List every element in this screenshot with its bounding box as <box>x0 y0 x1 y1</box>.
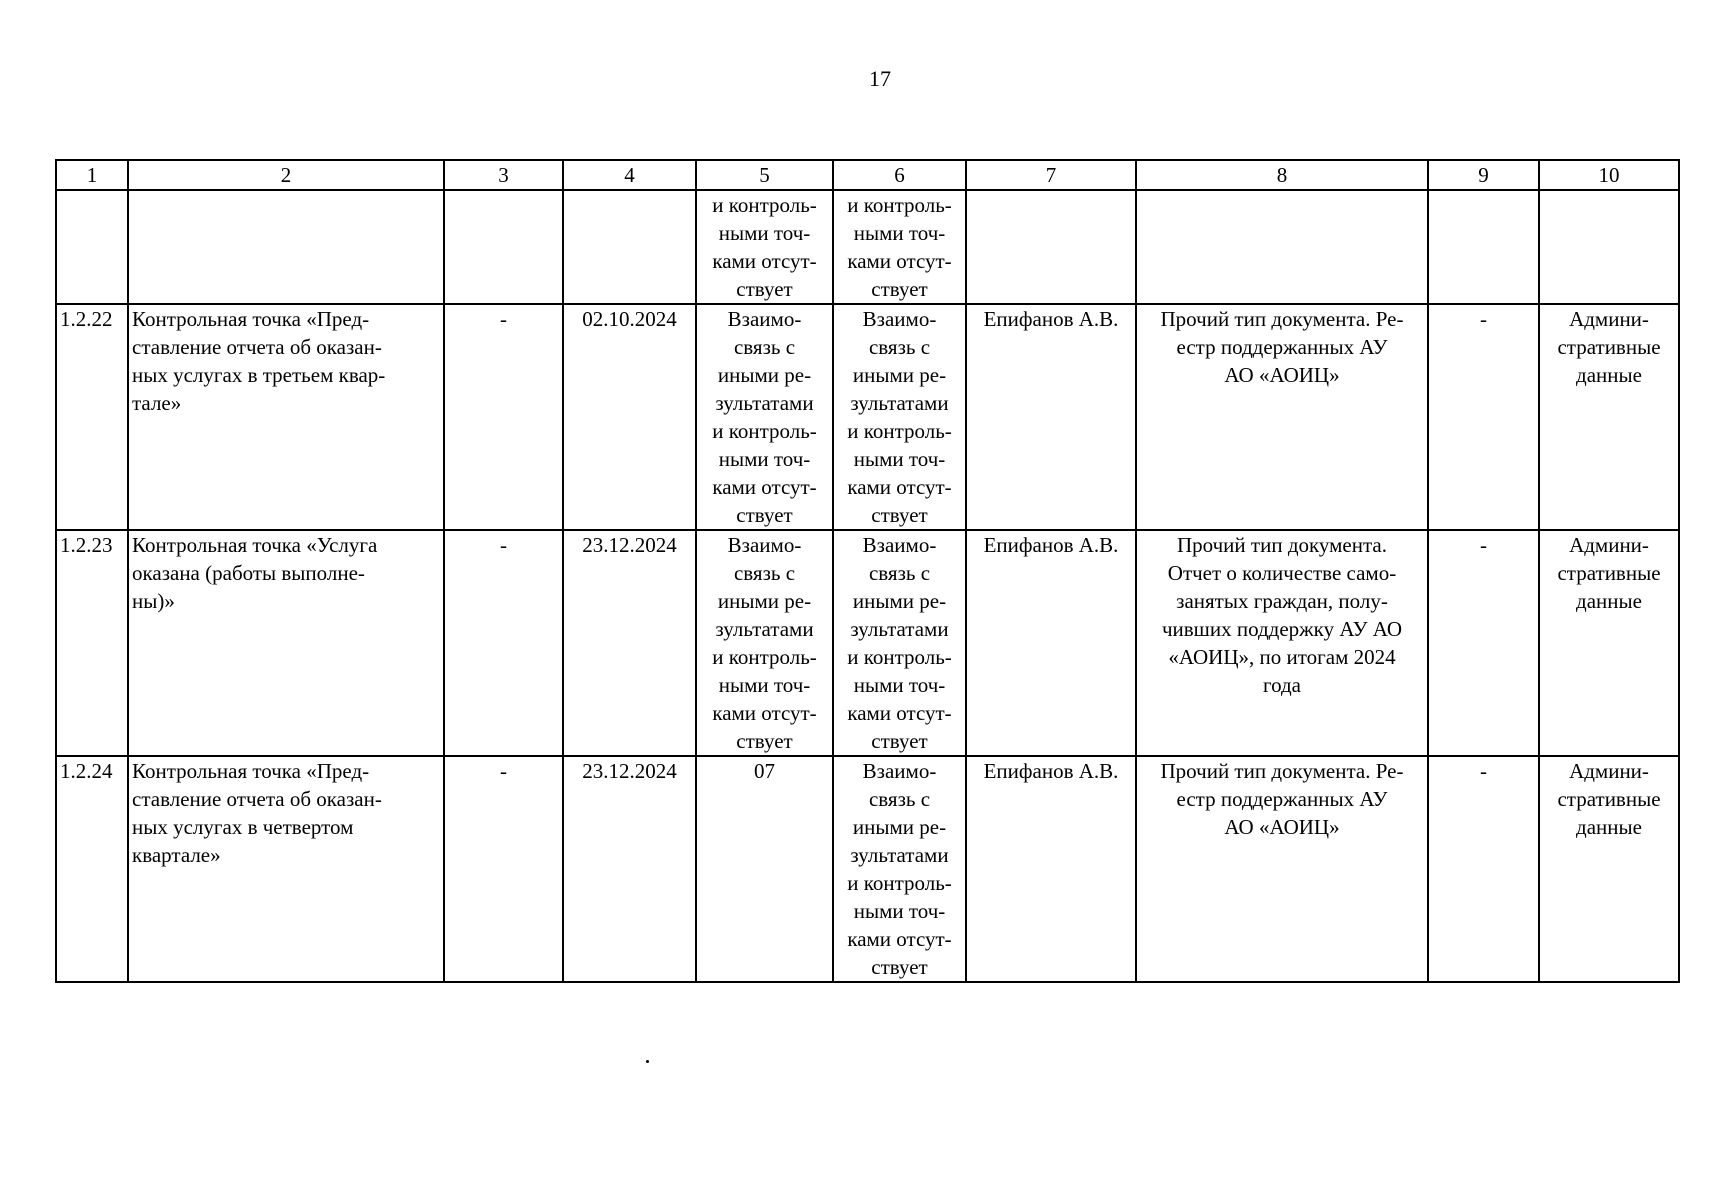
column-header: 8 <box>1136 160 1428 190</box>
relation-cell-6: Взаимо- связь с иными ре- зультатами и контроль- ными точ- ками отсут- ствует <box>833 304 966 530</box>
data-source: Админи- стративные данные <box>1539 530 1679 756</box>
relation-cell-6: Взаимо- связь с иными ре- зультатами и контроль- ными точ- ками отсут- ствует <box>833 756 966 982</box>
column-3-value <box>444 190 563 304</box>
scan-speck <box>646 1060 649 1063</box>
date-cell: 02.10.2024 <box>563 304 696 530</box>
responsible-person: Епифанов А.В. <box>966 304 1136 530</box>
table-row <box>56 530 1679 756</box>
date-cell: 23.12.2024 <box>563 756 696 982</box>
page-number: 17 <box>869 66 891 91</box>
relation-cell-6: и контроль- ными точ- ками отсут- ствует <box>833 190 966 304</box>
table-row <box>56 304 1679 530</box>
data-source <box>1539 190 1679 304</box>
table-row <box>56 756 1679 982</box>
column-9-value: - <box>1428 756 1539 982</box>
column-header: 3 <box>444 160 563 190</box>
column-3-value: - <box>444 304 563 530</box>
relation-cell-5: и контроль- ными точ- ками отсут- ствует <box>696 190 833 304</box>
column-9-value <box>1428 190 1539 304</box>
row-number: 1.2.24 <box>56 756 128 982</box>
responsible-person: Епифанов А.В. <box>966 756 1136 982</box>
column-header: 6 <box>833 160 966 190</box>
relation-cell-5: Взаимо- связь с иными ре- зультатами и контроль- ными точ- ками отсут- ствует <box>696 530 833 756</box>
control-point-name: Контрольная точка «Услуга оказана (работы выполне- ны)» <box>128 530 444 756</box>
control-point-name: Контрольная точка «Пред- ставление отчета об оказан- ных услугах в третьем квар- тале» <box>128 304 444 530</box>
document-type: Прочий тип документа. Ре- естр поддержанных АУ АО «АОИЦ» <box>1136 756 1428 982</box>
column-3-value: - <box>444 530 563 756</box>
control-point-name: Контрольная точка «Пред- ставление отчета об оказан- ных услугах в четвертом квартале» <box>128 756 444 982</box>
control-point-name <box>128 190 444 304</box>
date-cell <box>563 190 696 304</box>
table-row <box>56 190 1679 304</box>
table-header-row <box>56 160 1679 190</box>
data-source: Админи- стративные данные <box>1539 756 1679 982</box>
column-header: 1 <box>56 160 128 190</box>
responsible-person: Епифанов А.В. <box>966 530 1136 756</box>
relation-cell-5: Взаимо- связь с иными ре- зультатами и контроль- ными точ- ками отсут- ствует <box>696 304 833 530</box>
document-type <box>1136 190 1428 304</box>
column-header: 4 <box>563 160 696 190</box>
date-cell: 23.12.2024 <box>563 530 696 756</box>
document-type: Прочий тип документа. Ре- естр поддержанных АУ АО «АОИЦ» <box>1136 304 1428 530</box>
control-points-table <box>55 159 1680 983</box>
column-3-value: - <box>444 756 563 982</box>
column-header: 5 <box>696 160 833 190</box>
column-header: 2 <box>128 160 444 190</box>
row-number: 1.2.23 <box>56 530 128 756</box>
column-header: 7 <box>966 160 1136 190</box>
row-number <box>56 190 128 304</box>
relation-cell-5: 07 <box>696 756 833 982</box>
row-number: 1.2.22 <box>56 304 128 530</box>
responsible-person <box>966 190 1136 304</box>
document-type: Прочий тип документа. Отчет о количестве само- занятых граждан, полу- чивших поддержку АУ АО «АОИЦ», по итогам 2024 года <box>1136 530 1428 756</box>
column-9-value: - <box>1428 304 1539 530</box>
column-header: 9 <box>1428 160 1539 190</box>
column-header: 10 <box>1539 160 1679 190</box>
column-9-value: - <box>1428 530 1539 756</box>
relation-cell-6: Взаимо- связь с иными ре- зультатами и контроль- ными точ- ками отсут- ствует <box>833 530 966 756</box>
data-source: Админи- стративные данные <box>1539 304 1679 530</box>
